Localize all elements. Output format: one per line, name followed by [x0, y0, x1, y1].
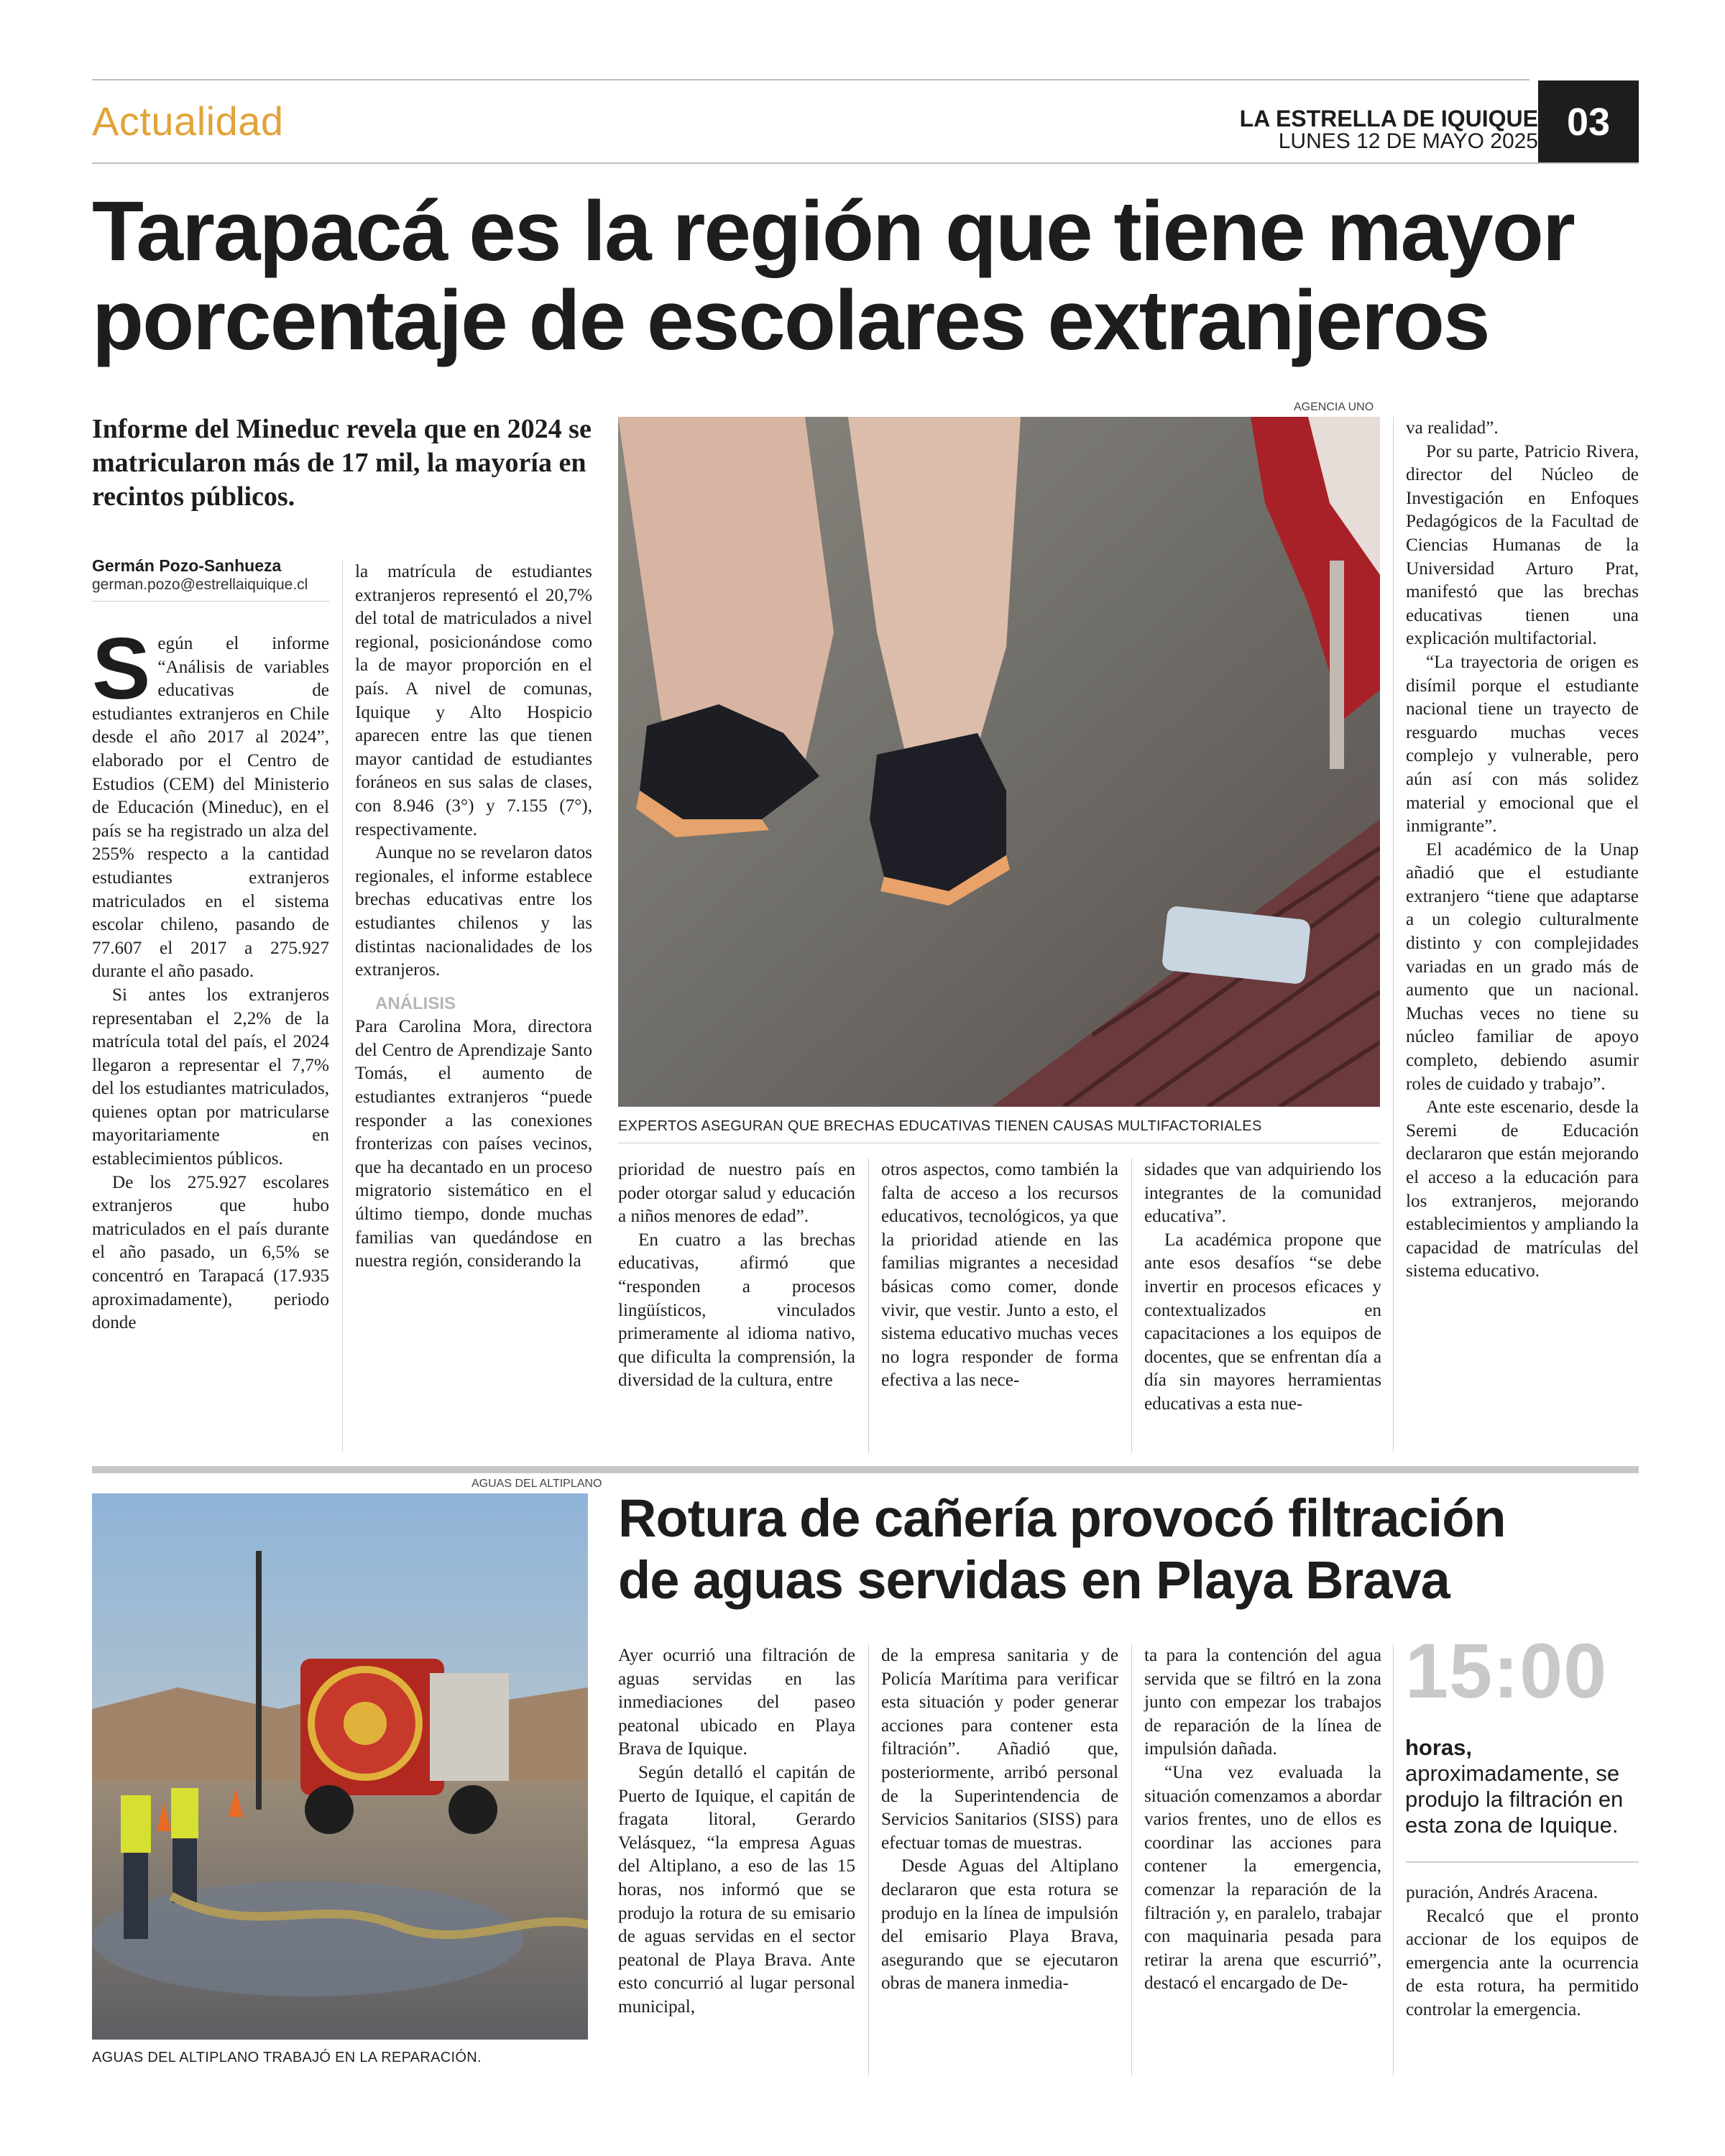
article2-column-4 [1406, 1881, 1639, 2022]
column-divider [1393, 1644, 1394, 2076]
publication-name: LA ESTRELLA DE IQUIQUE [1239, 106, 1538, 132]
page-number: 03 [1538, 80, 1639, 164]
paragraph: sidades que van adquiriendo los integrantes de la comunidad educativa”. [1144, 1160, 1381, 1227]
headline-line-2: porcentaje de escolares extranjeros [92, 273, 1489, 368]
article1-column-1 [92, 619, 329, 1335]
byline-rule [92, 601, 329, 602]
photo-credit: AGUAS DEL ALTIPLANO [472, 1478, 602, 1490]
article-photo-repair-truck [92, 1493, 588, 2040]
paragraph: otros aspectos, como también la falta de acceso a los recursos educativos, tecnológicos, ya que la prioridad atiende en las familias migrantes a necesidad básicas como comer, donde vivir, que vestir. Junto a esto, el sistema educativo muchas veces no logra responder de forma efectiva a las nece- [881, 1160, 1118, 1391]
highlight-time-text [1405, 1735, 1642, 1838]
paragraph: Ayer ocurrió una filtración de aguas servidas en las inmediaciones del paseo peatonal ubicado en Playa Brava de Iquique. [618, 1646, 855, 1759]
article1-column-3 [618, 1158, 855, 1393]
article2-column-1 [618, 1644, 855, 2019]
paragraph: La académica propone que ante esos desafíos “se debe invertir en procesos eficaces y contextualizados en capacitaciones a los equipos de docentes, que se enfrentan día a día sin mayores herramientas educativas a esta nue- [1144, 1230, 1381, 1414]
paragraph: la matrícula de estudiantes extranjeros representó el 20,7% del total de matriculados a nivel regional, posicionándose como la de mayor proporción en el país. A nivel de comunas, Iquique y Alto Hospicio aparecen entre las que tienen mayor cantidad de estudiantes foráneos en sus salas de clases, con 8.946 (3°) y 7.155 (7°), respectivamente. [355, 562, 592, 839]
column-divider [868, 1644, 869, 2076]
article2-column-2 [881, 1644, 1118, 1996]
paragraph: Según detalló el capitán de Puerto de Iquique, el capitán de fragata litoral, Gerardo Velásquez, “la empresa Aguas del Altiplano, a eso de las 15 horas, nos informó que se produjo la rotura de su emisario de aguas servidas en el sector peatonal de Playa Brava. Ante esto concurrió al lugar personal municipal, [618, 1762, 855, 2017]
article1-column-4 [881, 1158, 1118, 1393]
paragraph: Por su parte, Patricio Rivera, director del Núcleo de Investigación en Enfoques Pedagógicos de la Facultad de Ciencias Humanas de la Universidad Arturo Prat, manifestó que las brechas educativas tienen una explicación multifactorial. [1406, 441, 1639, 649]
paragraph: Desde Aguas del Altiplano declararon que esta rotura se produjo en la línea de impulsión del emisario Playa Brava, asegurando que se ejecutaron obras de manera inmedia- [881, 1856, 1118, 1994]
paragraph: Ante este escenario, desde la Seremi de Educación declararon que están mejorando el acceso a la educación para los extranjeros, mejorando establecimientos y ampliando la capacidad de matrículas del sistema educativo. [1406, 1097, 1639, 1281]
column-divider [342, 561, 343, 1452]
column-divider [1393, 417, 1394, 1452]
article1-column-2 [355, 561, 592, 1273]
paragraph: “Una vez evaluada la situación comenzamos a abordar varios frentes, uno de ellos es coordinar las acciones para contener la emergencia, comenzar la reparación de la filtración y, en paralelo, trabajar con maquinaria pesada para retirar la arena que escurrió”, destacó el encargado de De- [1144, 1762, 1381, 1994]
highlight-time-bold: horas, [1405, 1735, 1473, 1760]
column-divider [1131, 1158, 1132, 1453]
paragraph: Si antes los extranjeros representaban el 2,2% de la matrícula total del país, el 2024 llegaron a representar el 7,7% del los estudiantes matriculados, quienes optan por matricularse mayoritariamente en establecimientos públicos. [92, 985, 329, 1169]
column-divider [1131, 1644, 1132, 2076]
highlight-time-desc: aproximadamente, se produjo la filtración en esta zona de Iquique. [1405, 1761, 1624, 1838]
article-separator [92, 1466, 1639, 1473]
section-label: Actualidad [92, 98, 284, 144]
paragraph: egún el informe “Análisis de variables educativas de estudiantes extranjeros en Chile desde el año 2017 al 2024”, elaborado por el Centro de Estudios (CEM) del Ministerio de Educación (Mineduc), en el país se ha registrado un alza del 255% respecto a la cantidad estudiantes extranjeros matriculados en el sistema escolar chileno, pasando de 77.607 el 2017 a 275.927 durante el año pasado. [92, 634, 329, 982]
highlight-time: 15:00 [1405, 1627, 1608, 1714]
header-rule [92, 162, 1639, 164]
column-divider [868, 1158, 869, 1453]
paragraph: “La trayectoria de origen es disímil porque el estudiante nacional tiene un trayecto de resguardo muchas veces complejo y vulnerable, pero aún así con más solidez material y emocional que el inmigrante”. [1406, 652, 1639, 837]
paragraph: Para Carolina Mora, directora del Centro de Aprendizaje Santo Tomás, el aumento de estudiantes extranjeros “puede responder a las conexiones fronterizas con países vecinos, que ha decantado en un proceso migratorio sistemático en el último tiempo, donde muchas familias van quedándose en nuestra región, considerando la [355, 1017, 592, 1271]
photo-caption: AGUAS DEL ALTIPLANO TRABAJÓ EN LA REPARACIÓN. [92, 2050, 482, 2065]
section-kicker: ANÁLISIS [375, 993, 456, 1013]
headline-line-1: Tarapacá es la región que tiene mayor [92, 184, 1574, 279]
sidebar-rule [1406, 1861, 1639, 1863]
article2-headline [618, 1488, 1624, 1611]
paragraph: puración, Andrés Aracena. [1406, 1883, 1598, 1902]
publication-date: LUNES 12 DE MAYO 2025 [1278, 129, 1538, 153]
top-rule [92, 79, 1530, 80]
article1-column-5 [1144, 1158, 1381, 1416]
author-email: german.pozo@estrellaiquique.cl [92, 576, 308, 593]
paragraph: de la empresa sanitaria y de Policía Marítima para verificar esta situación y poder generar acciones para contener esta filtración”. Añadió que, posteriormente, arribó personal de la Superintendencia de Servicios Sanitarios (SISS) para efectuar tomas de muestras. [881, 1646, 1118, 1853]
paragraph: prioridad de nuestro país en poder otorgar salud y educación a niños menores de edad”. [618, 1160, 855, 1227]
article-headline [92, 184, 1659, 368]
article-photo-walking-feet [618, 417, 1380, 1107]
paragraph: De los 275.927 escolares extranjeros que hubo matriculados en el país durante el año pasado, un 6,5% se concentró en Tarapacá (17.935 aproximadamente), periodo donde [92, 1172, 329, 1333]
paragraph: Aunque no se revelaron datos regionales, el informe establece brechas educativas entre los estudiantes chilenos y las distintas nacionalidades de los extranjeros. [355, 843, 592, 980]
article1-column-6 [1406, 417, 1639, 1284]
photo-credit: AGENCIA UNO [1294, 401, 1374, 413]
article-subhead: Informe del Mineduc revela que en 2024 se matricularon más de 17 mil, la mayoría en recintos públicos. [92, 414, 592, 512]
headline-line-2: de aguas servidas en Playa Brava [618, 1550, 1450, 1610]
headline-line-1: Rotura de cañería provocó filtración [618, 1488, 1506, 1548]
photo-caption: EXPERTOS ASEGURAN QUE BRECHAS EDUCATIVAS TIENEN CAUSAS MULTIFACTORIALES [618, 1118, 1262, 1134]
paragraph: Recalcó que el pronto accionar de los equipos de emergencia ante la ocurrencia de esta rotura, ha permitido controlar la emergencia. [1406, 1906, 1639, 2019]
paragraph: ta para la contención del agua servida que se filtró en la zona junto con empezar los trabajos de reparación de la línea de impulsión dañada. [1144, 1646, 1381, 1759]
article2-column-3 [1144, 1644, 1381, 1996]
paragraph: El académico de la Unap añadió que el estudiante extranjero “tiene que adaptarse a un colegio culturalmente distinto y con complejidades variadas en un grado más de aumento que un nacional. Muchas veces no tiene su núcleo familiar de apoyo completo, debiendo asumir roles de cuidado y trabajo”. [1406, 839, 1639, 1094]
drop-cap: S [92, 619, 151, 717]
author-name: Germán Pozo-Sanhueza [92, 556, 282, 575]
paragraph: En cuatro a las brechas educativas, afirmó que “responden a procesos lingüísticos, vinculados primeramente al idioma nativo, que dificulta la comprensión, la diversidad de la cultura, entre [618, 1230, 855, 1391]
paragraph: va realidad”. [1406, 418, 1499, 438]
